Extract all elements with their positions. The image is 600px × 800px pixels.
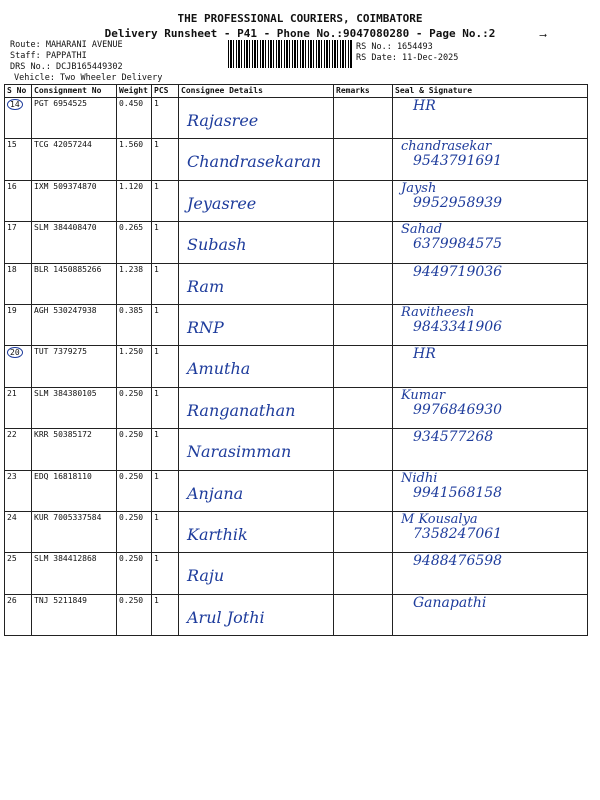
table-row <box>5 387 588 428</box>
row-weight: 1.250 <box>117 346 152 387</box>
row-remarks <box>334 222 393 263</box>
row-sno <box>5 553 32 594</box>
col-signature-header: Seal & Signature <box>393 85 588 98</box>
row-remarks <box>334 304 393 345</box>
row-seal-signature <box>393 180 588 221</box>
staff-label: Staff: PAPPATHI <box>10 51 87 61</box>
row-weight: 0.450 <box>117 98 152 139</box>
row-pcs: 1 <box>152 387 179 428</box>
row-sno <box>5 346 32 387</box>
row-consignee-details <box>179 346 334 387</box>
row-pcs: 1 <box>152 470 179 511</box>
signature-phone: 934577268 <box>413 429 494 446</box>
row-sno <box>5 470 32 511</box>
row-seal-signature <box>393 594 588 635</box>
row-sno <box>5 304 32 345</box>
consignee-name: Narasimman <box>187 442 292 462</box>
row-sno-value: 14 <box>7 99 23 110</box>
row-sno <box>5 139 32 180</box>
row-consignee-details <box>179 263 334 304</box>
row-pcs: 1 <box>152 98 179 139</box>
signature-phone: 9449719036 <box>413 263 503 280</box>
row-consignment-no: SLM 384412868 <box>32 553 117 594</box>
row-pcs: 1 <box>152 346 179 387</box>
row-remarks <box>334 139 393 180</box>
row-seal-signature <box>393 98 588 139</box>
row-consignment-no: TNJ 5211849 <box>32 594 117 635</box>
row-pcs: 1 <box>152 594 179 635</box>
table-row <box>5 429 588 470</box>
signature-name: Ravitheesh <box>401 304 475 320</box>
row-seal-signature <box>393 304 588 345</box>
consignee-name: RNP <box>187 317 224 337</box>
table-row <box>5 139 588 180</box>
table-row <box>5 304 588 345</box>
row-pcs: 1 <box>152 222 179 263</box>
row-remarks <box>334 594 393 635</box>
row-seal-signature <box>393 387 588 428</box>
row-seal-signature <box>393 470 588 511</box>
table-row <box>5 222 588 263</box>
col-pcs-header: PCS <box>152 85 179 98</box>
table-row <box>5 594 588 635</box>
table-row <box>5 553 588 594</box>
col-weight-header: Weight <box>117 85 152 98</box>
consignee-name: Amutha <box>187 359 251 379</box>
row-sno-value: 19 <box>7 305 17 315</box>
col-sno-header: S No <box>5 85 32 98</box>
signature-phone: 7358247061 <box>413 525 503 542</box>
row-weight: 0.250 <box>117 594 152 635</box>
row-sno <box>5 387 32 428</box>
row-seal-signature <box>393 553 588 594</box>
row-sno-value: 15 <box>7 140 17 150</box>
row-consignment-no: IXM 509374870 <box>32 180 117 221</box>
runsheet-subtitle: Delivery Runsheet - P41 - Phone No.:9047080280 - Page No.:2 <box>104 27 496 40</box>
row-consignee-details <box>179 180 334 221</box>
row-remarks <box>334 98 393 139</box>
row-sno <box>5 222 32 263</box>
row-sno-value: 18 <box>7 264 17 274</box>
row-sno <box>5 98 32 139</box>
row-weight: 0.265 <box>117 222 152 263</box>
row-sno-value: 23 <box>7 471 17 481</box>
row-weight: 0.250 <box>117 387 152 428</box>
table-row <box>5 511 588 552</box>
consignee-name: Anjana <box>187 483 244 503</box>
row-seal-signature <box>393 511 588 552</box>
signature-name: Kumar <box>401 387 446 403</box>
row-sno-value: 20 <box>7 347 23 358</box>
row-remarks <box>334 470 393 511</box>
row-sno <box>5 180 32 221</box>
row-pcs: 1 <box>152 429 179 470</box>
row-consignment-no: SLM 384408470 <box>32 222 117 263</box>
row-remarks <box>334 346 393 387</box>
consignee-name: Jeyasree <box>187 193 257 213</box>
signature-name: Jaysh <box>401 180 437 196</box>
row-consignee-details <box>179 98 334 139</box>
row-sno-value: 16 <box>7 181 17 191</box>
row-consignee-details <box>179 553 334 594</box>
row-sno <box>5 429 32 470</box>
row-remarks <box>334 263 393 304</box>
signature-phone: 9976846930 <box>413 401 503 418</box>
row-consignment-no: KUR 7005337584 <box>32 511 117 552</box>
signature-phone: 6379984575 <box>413 236 503 253</box>
signature-phone: 9543791691 <box>413 153 503 170</box>
row-weight: 1.238 <box>117 263 152 304</box>
rs-number: RS No.: 1654493 <box>356 42 433 52</box>
route-label: Route: MAHARANI AVENUE <box>10 40 123 50</box>
row-remarks <box>334 429 393 470</box>
row-consignee-details <box>179 139 334 180</box>
signature-phone: 9843341906 <box>413 318 503 335</box>
row-pcs: 1 <box>152 180 179 221</box>
row-consignee-details <box>179 429 334 470</box>
row-consignee-details <box>179 470 334 511</box>
row-consignment-no: TUT 7379275 <box>32 346 117 387</box>
row-consignment-no: PGT 6954525 <box>32 98 117 139</box>
signature-phone: 9952958939 <box>413 194 503 211</box>
row-weight: 0.250 <box>117 553 152 594</box>
row-weight: 0.250 <box>117 470 152 511</box>
row-sno-value: 24 <box>7 512 17 522</box>
row-consignee-details <box>179 387 334 428</box>
row-pcs: 1 <box>152 263 179 304</box>
consignee-name: Ranganathan <box>187 400 296 420</box>
row-pcs: 1 <box>152 304 179 345</box>
signature-name: chandrasekar <box>401 139 492 155</box>
row-remarks <box>334 180 393 221</box>
row-consignment-no: BLR 1450885266 <box>32 263 117 304</box>
vehicle-label: Vehicle: Two Wheeler Delivery <box>14 73 163 83</box>
signature-phone: 9488476598 <box>413 553 503 570</box>
row-sno-value: 22 <box>7 430 17 440</box>
row-sno <box>5 511 32 552</box>
consignee-name: Karthik <box>187 524 248 544</box>
row-consignment-no: SLM 384380105 <box>32 387 117 428</box>
row-weight: 0.385 <box>117 304 152 345</box>
signature-phone: HR <box>413 346 436 363</box>
signature-phone: HR <box>413 98 436 114</box>
row-pcs: 1 <box>152 511 179 552</box>
row-consignment-no: EDQ 16818110 <box>32 470 117 511</box>
consignee-name: Chandrasekaran <box>187 152 322 172</box>
row-pcs: 1 <box>152 139 179 180</box>
row-sno-value: 25 <box>7 554 17 564</box>
table-row <box>5 180 588 221</box>
col-consignee-header: Consignee Details <box>179 85 334 98</box>
consignee-name: Rajasree <box>187 111 259 130</box>
row-seal-signature <box>393 222 588 263</box>
row-seal-signature <box>393 263 588 304</box>
tick-mark-icon: ⟶ <box>540 30 547 41</box>
consignee-name: Arul Jothi <box>187 607 265 627</box>
table-header-row <box>5 85 588 98</box>
table-row <box>5 98 588 139</box>
row-consignee-details <box>179 304 334 345</box>
row-consignment-no: TCG 42057244 <box>32 139 117 180</box>
consignee-name: Raju <box>187 566 225 586</box>
row-remarks <box>334 553 393 594</box>
row-consignment-no: AGH 530247938 <box>32 304 117 345</box>
row-weight: 1.560 <box>117 139 152 180</box>
table-row <box>5 346 588 387</box>
rs-date: RS Date: 11-Dec-2025 <box>356 53 459 63</box>
row-seal-signature <box>393 429 588 470</box>
col-remarks-header: Remarks <box>334 85 393 98</box>
row-sno <box>5 594 32 635</box>
row-pcs: 1 <box>152 553 179 594</box>
row-sno <box>5 263 32 304</box>
row-sno-value: 21 <box>7 388 17 398</box>
signature-name: Nidhi <box>401 470 438 486</box>
runsheet-table <box>4 84 588 636</box>
row-remarks <box>334 387 393 428</box>
signature-phone: 9941568158 <box>413 484 503 501</box>
row-weight: 0.250 <box>117 511 152 552</box>
row-consignment-no: KRR 50385172 <box>32 429 117 470</box>
consignee-name: Ram <box>187 276 225 296</box>
row-sno-value: 26 <box>7 595 17 605</box>
barcode-image <box>228 40 352 68</box>
drs-number: DRS No.: DCJB165449302 <box>10 62 123 72</box>
row-weight: 1.120 <box>117 180 152 221</box>
row-seal-signature <box>393 346 588 387</box>
row-remarks <box>334 511 393 552</box>
signature-phone: Ganapathi <box>413 594 487 611</box>
table-row <box>5 470 588 511</box>
col-consignment-header: Consignment No <box>32 85 117 98</box>
row-consignee-details <box>179 222 334 263</box>
row-consignee-details <box>179 511 334 552</box>
runsheet-title: THE PROFESSIONAL COURIERS, COIMBATORE <box>177 12 423 25</box>
table-row <box>5 263 588 304</box>
consignee-name: Subash <box>187 235 247 255</box>
row-sno-value: 17 <box>7 223 17 233</box>
row-consignee-details <box>179 594 334 635</box>
signature-name: M Kousalya <box>401 511 478 527</box>
signature-name: Sahad <box>401 222 443 238</box>
row-weight: 0.250 <box>117 429 152 470</box>
row-seal-signature <box>393 139 588 180</box>
